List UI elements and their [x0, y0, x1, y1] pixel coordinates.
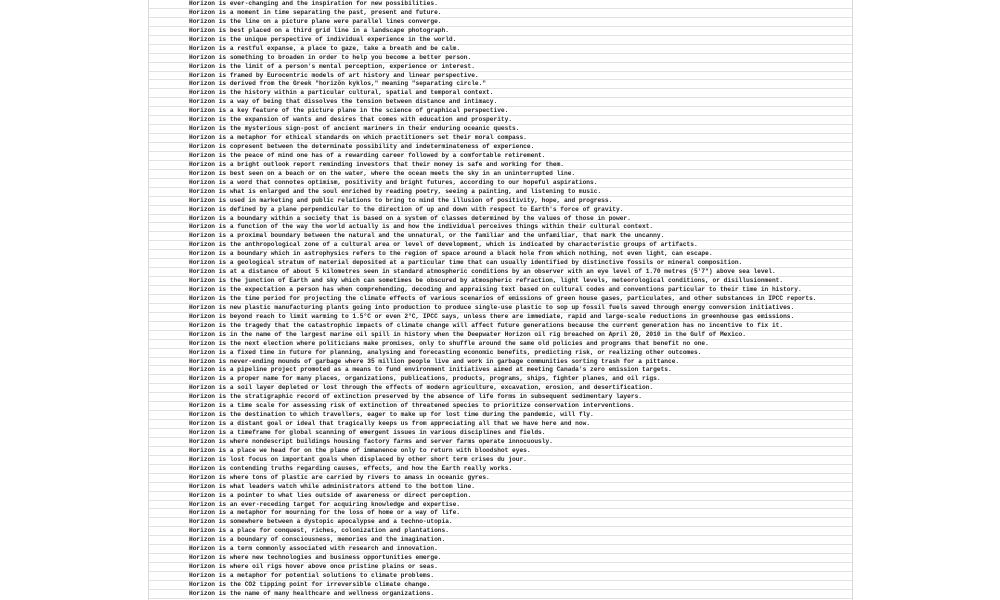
text-line: Horizon is used in marketing and public relations to bring to mind the illusion of positivity, hope, and progress. — [149, 197, 852, 206]
text-line: Horizon is a pipeline project promoted as a means to fund environment initiatives aimed at meeting Canada's zero emission targets. — [149, 366, 852, 375]
text-line: Horizon is beyond reach to limit warming to 1.5°C or even 2°C, IPCC says, unless there are immediate, rapid and large-scale reductions in greenhouse gas emissions. — [149, 313, 852, 322]
text-line: Horizon is a bright outlook report reminding investors that their money is safe and working for them. — [149, 161, 852, 170]
text-line: Horizon is an ever-receding target for acquiring knowledge and expertise. — [149, 501, 852, 510]
text-line: Horizon is the name of many healthcare and wellness organizations. — [149, 590, 852, 599]
text-line: Horizon is where oil rigs hover above once pristine plains or seas. — [149, 563, 852, 572]
text-line: Horizon is where nondescript buildings housing factory farms and server farms operate innocuously. — [149, 438, 852, 447]
text-line: Horizon is a metaphor for mourning for the loss of home or a way of life. — [149, 509, 852, 518]
text-line: Horizon is a key feature of the picture plane in the science of graphical perspective. — [149, 107, 852, 116]
text-line: Horizon is lost focus on important goals when displaced by other short term crises du jour. — [149, 456, 852, 465]
text-line: Horizon is a way of being that dissolves the tension between distance and intimacy. — [149, 98, 852, 107]
text-line: Horizon is the expectation a person has when comprehending, decoding and appraising text based on cultural codes and conventions particular to their time in history. — [149, 286, 852, 295]
text-line: Horizon is in the name of the largest marine oil spill in history when the Deepwater Horizon oil rig breached on April 20, 2010 in the Gulf of Mexico. — [149, 331, 852, 340]
text-line: Horizon is best seen on a beach or on the water, where the ocean meets the sky in an uninterrupted line. — [149, 170, 852, 179]
text-line: Horizon is a restful expanse, a place to gaze, take a breath and be calm. — [149, 45, 852, 54]
text-line: Horizon is defined by a plane perpendicular to the direction of up and down with respect to Earth's force of gravity. — [149, 206, 852, 215]
text-line: Horizon is framed by Eurocentric models of art history and linear perspective. — [149, 72, 852, 81]
text-line: Horizon is the CO2 tipping point for irreversible climate change. — [149, 581, 852, 590]
text-line: Horizon is a proximal boundary between the natural and the unnatural, or the familiar and the unfamiliar, that mark the uncanny. — [149, 232, 852, 241]
text-line: Horizon is a place we head for on the plane of immanence only to return with bloodshot eyes. — [149, 447, 852, 456]
text-line: Horizon is where tons of plastic are carried by rivers to amass in oceanic gyres. — [149, 474, 852, 483]
text-line: Horizon is never-ending mounds of garbage where 35 million people live and work in garbage communities sorting trash for a pittance. — [149, 358, 852, 367]
text-line: Horizon is the destination to which travellers, eager to make up for lost time during the pandemic, will fly. — [149, 411, 852, 420]
text-line: Horizon is the expansion of wants and desires that comes with education and prosperity. — [149, 116, 852, 125]
text-line: Horizon is the line on a picture plane were parallel lines converge. — [149, 18, 852, 27]
text-line: Horizon is a function of the way the world actually is and how the individual perceives things within their cultural context. — [149, 223, 852, 232]
text-line: Horizon is what is enlarged and the soul enriched by reading poetry, seeing a painting, and listening to music. — [149, 188, 852, 197]
text-line: Horizon is new plastic manufacturing plants going into production to produce single-use plastic to sop up fossil fuels saved through energy conversion initiatives. — [149, 304, 852, 313]
text-line: Horizon is the peace of mind one has of a rewarding career followed by a comfortable retirement. — [149, 152, 852, 161]
text-line: Horizon is derived from the Greek "horizōn kyklos," meaning "separating circle." — [149, 80, 852, 89]
text-line: Horizon is a geological stratum of material deposited at a particular time that can usually identified by distinctive fossils or mineral composition. — [149, 259, 852, 268]
text-line: Horizon is a term commonly associated with research and innovation. — [149, 545, 852, 554]
text-line: Horizon is the unique perspective of individual experience in the world. — [149, 36, 852, 45]
text-line: Horizon is the mysterious sign-post of ancient mariners in their enduring oceanic quests. — [149, 125, 852, 134]
document-page — [148, 0, 853, 600]
text-line: Horizon is a boundary which in astrophysics refers to the region of space around a black hole from which nothing, not even light, can escape. — [149, 250, 852, 259]
text-line: Horizon is a word that connotes optimism, positivity and bright futures, according to our hopeful aspirations. — [149, 179, 852, 188]
text-line: Horizon is a place for conquest, riches, colonization and plantations. — [149, 527, 852, 536]
text-line: Horizon is the junction of Earth and sky which can sometimes be obscured by atmospheric refraction, light levels, meteorological conditions, or disillusionment. — [149, 277, 852, 286]
text-line: Horizon is somewhere between a dystopic apocalypse and a techno-utopia. — [149, 518, 852, 527]
text-line: Horizon is the next election where politicians make promises, only to shuffle around the same old policies and programs that benefit no one. — [149, 340, 852, 349]
text-line: Horizon is contending truths regarding causes, effects, and how the Earth really works. — [149, 465, 852, 474]
text-line: Horizon is a distant goal or ideal that tragically keeps us from appreciating all that we have here and now. — [149, 420, 852, 429]
text-line: Horizon is a proper name for many places, organizations, publications, products, programs, ships, fighter planes, and oil rigs. — [149, 375, 852, 384]
text-line: Horizon is something to broaden in order to help you become a better person. — [149, 54, 852, 63]
text-line: Horizon is the limit of a person's mental perception, experience or interest. — [149, 63, 852, 72]
text-line: Horizon is what leaders watch while administrators attend to the bottom line. — [149, 483, 852, 492]
text-line: Horizon is the stratigraphic record of extinction preserved by the absence of life forms in subsequent sedimentary layers. — [149, 393, 852, 402]
text-line: Horizon is a metaphor for ethical standards on which practitioners set their moral compass. — [149, 134, 852, 143]
text-line: Horizon is a timeframe for global scanning of emergent issues in various disciplines and fields. — [149, 429, 852, 438]
text-line: Horizon is best placed on a third grid line in a landscape photograph. — [149, 27, 852, 36]
text-line: Horizon is at a distance of about 5 kilometres seen in standard atmospheric conditions by an observer with an eye level of 1.70 metres (5'7") above sea level. — [149, 268, 852, 277]
text-line: Horizon is a moment in time separating the past, present and future. — [149, 9, 852, 18]
text-line: Horizon is a boundary of consciousness, memories and the imagination. — [149, 536, 852, 545]
text-line: Horizon is ever-changing and the inspiration for new possibilities. — [149, 0, 852, 9]
text-line: Horizon is a boundary within a society that is based on a system of classes determined by the values of those in power. — [149, 215, 852, 224]
text-line: Horizon is the time period for projecting the climate effects of various scenarios of emissions of green house gases, particulates, and other substances in IPCC reports. — [149, 295, 852, 304]
text-line: Horizon is where new technologies and business opportunities emerge. — [149, 554, 852, 563]
text-line: Horizon is a soil layer depleted or lost through the effects of modern agriculture, excavation, erosion, and desertification. — [149, 384, 852, 393]
text-line: Horizon is a fixed time in future for planning, analysing and forecasting economic benefits, predicting risk, or realizing other outcomes. — [149, 349, 852, 358]
text-line: Horizon is the history within a particular cultural, spatial and temporal context. — [149, 89, 852, 98]
text-line: Horizon is copresent between the determinate possibility and indeterminateness of experience. — [149, 143, 852, 152]
text-line: Horizon is a metaphor for potential solutions to climate problems. — [149, 572, 852, 581]
text-line: Horizon is the anthropological zone of a cultural area or level of development, which is indicated by characteristic groups of artifacts. — [149, 241, 852, 250]
text-line: Horizon is the tragedy that the catastrophic impacts of climate change will affect future generations because the current generation has no incentive to fix it. — [149, 322, 852, 331]
text-line: Horizon is a time scale for assessing risk of extinction of threatened species to prioritize conservation interventions. — [149, 402, 852, 411]
text-line: Horizon is a pointer to what lies outside of awareness or direct perception. — [149, 492, 852, 501]
